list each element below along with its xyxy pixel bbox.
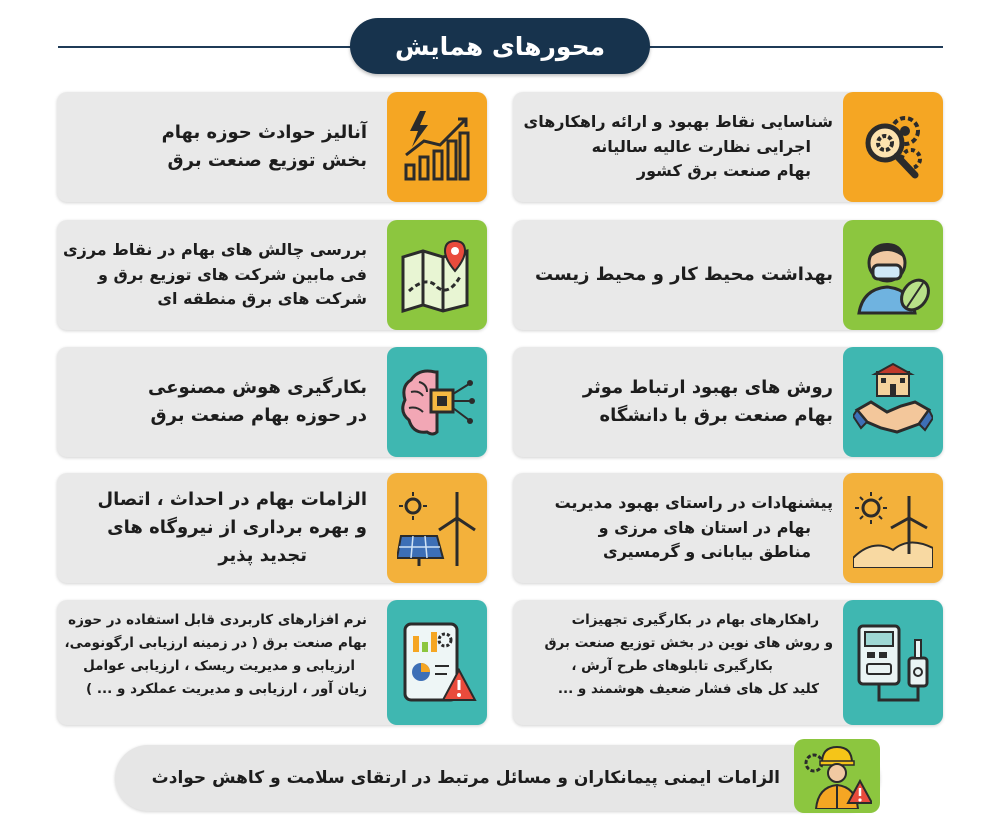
topic-text-line: بهام صنعت برق کشور: [636, 161, 811, 181]
header-rule-left: [58, 46, 353, 48]
topic-text-line: بکارگیری هوش مصنوعی: [147, 377, 367, 399]
topic-text-line: و بهره برداری از نیروگاه های: [107, 517, 367, 539]
topic-card-4: [57, 220, 487, 330]
map-pin-icon: [387, 220, 487, 330]
tablet-analytics-warning-icon: [387, 600, 487, 725]
topic-card-1: [513, 92, 943, 202]
topic-card-9: [513, 600, 943, 725]
magnifier-gears-icon: [843, 92, 943, 202]
topic-text-line: ارزیابی و مدیریت ریسک ، ارزیابی عوامل: [83, 658, 355, 674]
topic-card-10: [57, 600, 487, 725]
smart-meter-icon: [843, 600, 943, 725]
topic-text-line: بهداشت محیط کار و محیط زیست: [534, 264, 833, 286]
topic-card-5: [513, 347, 943, 457]
topic-text-line: راهکارهای بهام در بکارگیری تجهیزات: [571, 612, 819, 629]
topic-text-line: کلید کل های فشار ضعیف هوشمند و ...: [557, 680, 819, 697]
topic-text-line: بهام در استان های مرزی و: [598, 517, 811, 537]
topic-text-line: بررسی چالش های بهام در نقاط مرزی: [62, 239, 367, 259]
topic-text-line: بهام صنعت برق با دانشگاه: [599, 405, 833, 426]
topic-card-3: [513, 220, 943, 330]
page-title: محورهای همایش: [350, 18, 650, 74]
topic-text-line: شناسایی نقاط بهبود و ارائه راهکارهای: [523, 111, 833, 131]
header-rule-right: [648, 46, 943, 48]
topic-text-line: بخش توزیع صنعت برق: [167, 150, 367, 171]
topic-text-line: فی مابین شرکت های توزیع برق و: [97, 264, 367, 284]
topic-text-line: شرکت های برق منطقه ای: [157, 289, 367, 309]
topic-text-line: بکارگیری تابلوهای طرح آرش ،: [571, 658, 773, 674]
lightning-chart-icon: [387, 92, 487, 202]
topic-text-line: پیشنهادات در راستای بهبود مدیریت: [554, 492, 833, 512]
worker-warning-icon: [794, 739, 880, 813]
footer-text: الزامات ایمنی پیمانکاران و مسائل مرتبط در ارتقای سلامت و کاهش حوادث: [151, 768, 780, 788]
topic-text-line: زیان آور ، ارزیابی و مدیریت عملکرد و ... ): [86, 680, 367, 697]
masked-person-leaf-icon: [843, 220, 943, 330]
topic-text-line: الزامات بهام در احداث ، اتصال: [97, 489, 367, 511]
topic-text-line: نرم افزارهای کاربردی قابل استفاده در حوزه: [68, 612, 367, 629]
topic-card-6: [57, 347, 487, 457]
topic-card-8: [57, 473, 487, 583]
topic-text-line: اجرایی نظارت عالیه سالیانه: [591, 136, 811, 156]
topic-text-line: روش های بهبود ارتباط موثر: [582, 377, 833, 399]
footer-topic: [115, 745, 880, 811]
topic-text-line: آنالیز حوادث حوزه بهام: [161, 122, 367, 144]
topic-text-line: تجدید پذیر: [218, 544, 307, 566]
topic-card-7: [513, 473, 943, 583]
topic-card-2: [57, 92, 487, 202]
solar-wind-icon: [387, 473, 487, 583]
topic-text-line: بهام صنعت برق ( در زمینه ارزیابی ارگونومی،: [64, 635, 367, 652]
topic-text-line: در حوزه بهام صنعت برق: [150, 405, 367, 426]
desert-sun-wind-icon: [843, 473, 943, 583]
handshake-university-icon: [843, 347, 943, 457]
topic-text-line: و روش های نوین در بخش توزیع صنعت برق: [544, 635, 833, 652]
topic-text-line: مناطق بیابانی و گرمسیری: [603, 542, 811, 562]
ai-brain-chip-icon: [387, 347, 487, 457]
